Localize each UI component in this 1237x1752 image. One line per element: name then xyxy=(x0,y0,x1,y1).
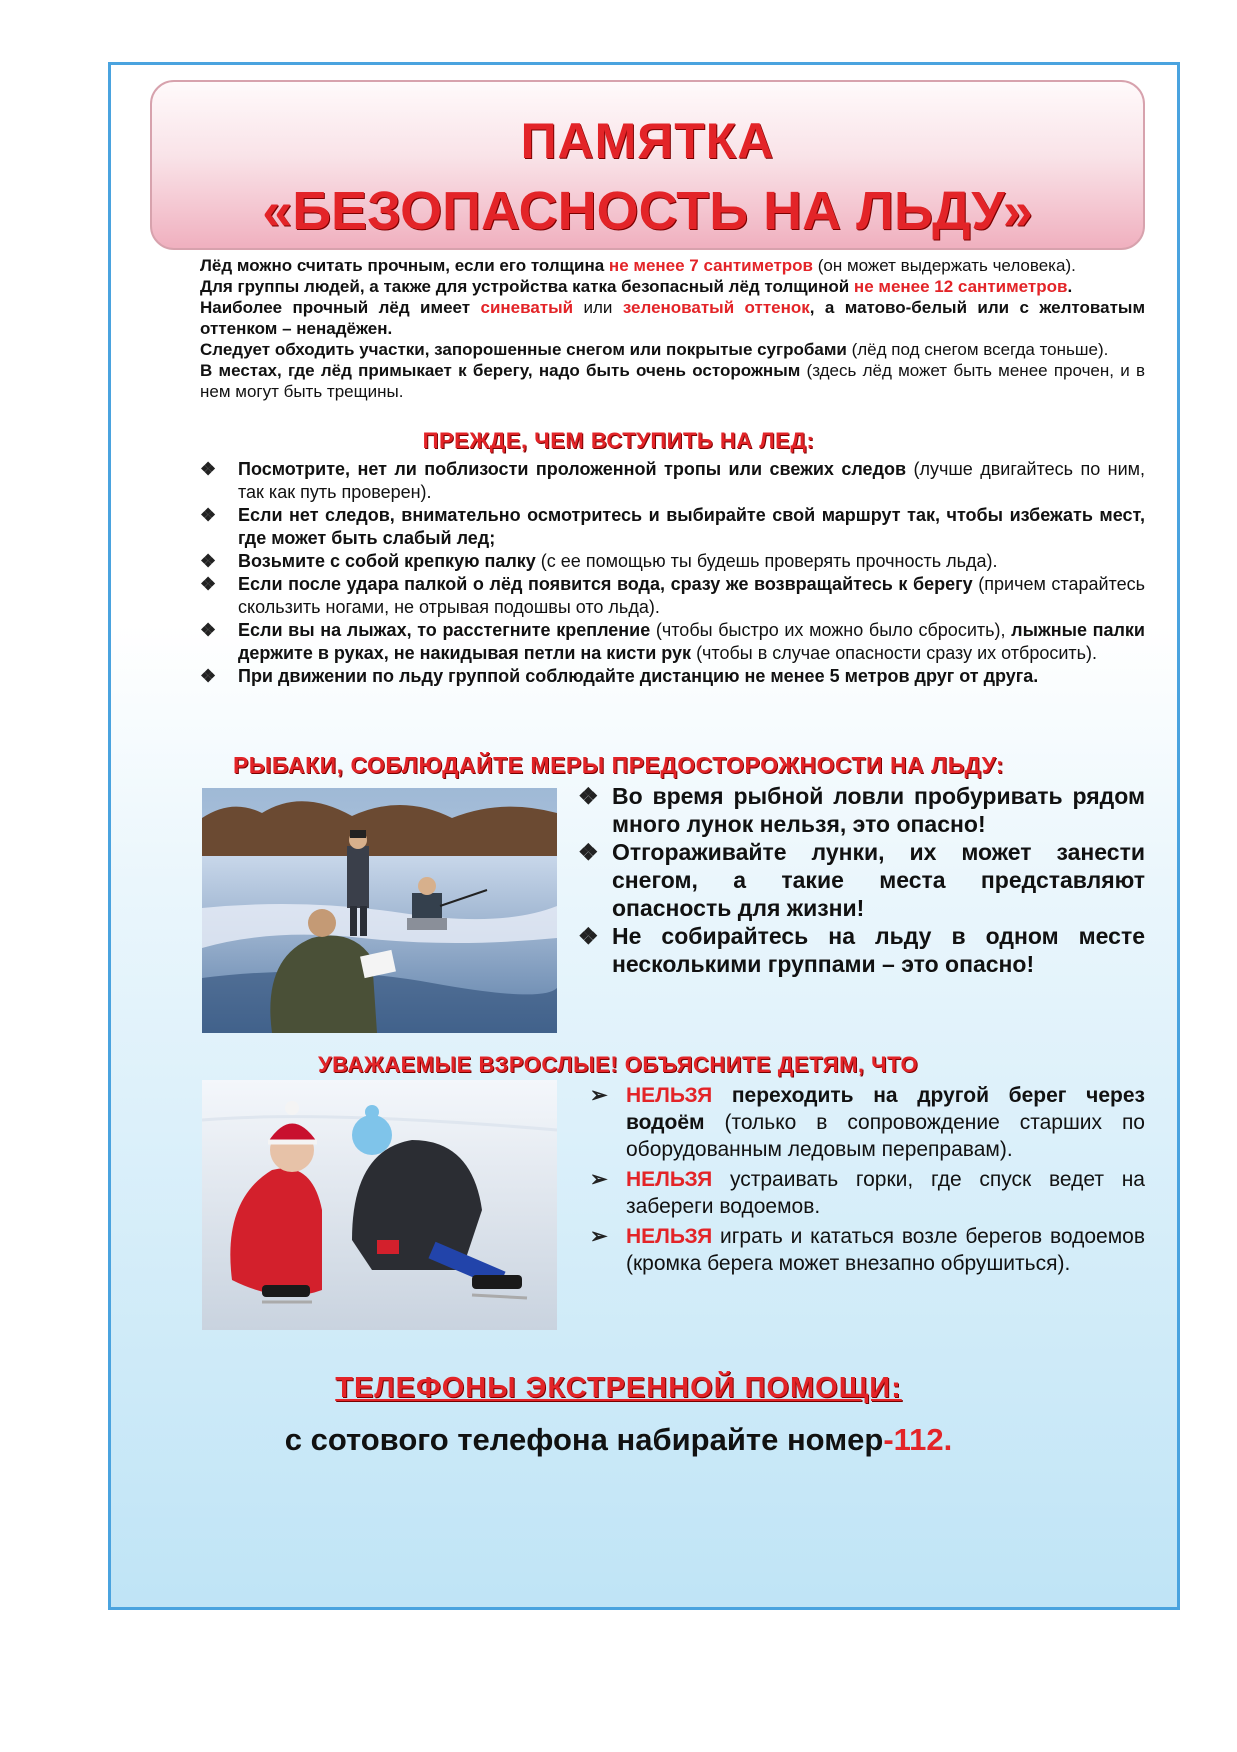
list-item xyxy=(578,838,1145,922)
list-item xyxy=(200,573,1145,619)
intro-paragraph-1 xyxy=(200,255,1145,276)
adults-heading: УВАЖАЕМЫЕ ВЗРОСЛЫЕ! ОБЪЯСНИТЕ ДЕТЯМ, ЧТО xyxy=(318,1052,919,1077)
intro-p3-end: , а матово-белый или с желтоватым оттенком – ненадёжен. xyxy=(200,298,1146,338)
children-photo xyxy=(202,1080,557,1330)
diamond-bullet-icon: ❖ xyxy=(200,620,217,640)
intro-paragraph-5 xyxy=(200,360,1145,402)
list-item-bold: Если нет следов, внимательно осмотритесь и выбирайте свой маршрут так, чтобы избежать мест, где может быть слабый лед; xyxy=(238,505,1145,548)
emergency-heading: ТЕЛЕФОНЫ ЭКСТРЕННОЙ ПОМОЩИ: xyxy=(335,1372,902,1404)
intro-p1-text: Лёд можно считать прочным, если его толщина xyxy=(200,256,609,275)
forbidden-label: НЕЛЬЗЯ xyxy=(626,1084,713,1107)
list-item xyxy=(578,922,1145,978)
intro-p2-highlight: не менее 12 сантиметров xyxy=(853,277,1068,296)
intro-p3-text: Наиболее прочный лёд имеет xyxy=(200,298,481,317)
intro-p5-text: В местах, где лёд примыкает к берегу, надо быть очень осторожным xyxy=(200,361,801,380)
list-item xyxy=(590,1082,1145,1163)
list-item-text: Во время рыбной ловли пробуривать рядом много лунок нельзя, это опасно! xyxy=(612,783,1145,837)
list-item xyxy=(200,665,1145,688)
diamond-bullet-icon: ❖ xyxy=(200,574,217,594)
intro-p1-highlight: не менее 7 сантиметров xyxy=(608,256,813,275)
emergency-line xyxy=(0,1422,1237,1458)
intro-p2-text: Для группы людей, а также для устройства катка безопасный лёд толщиной xyxy=(200,277,854,296)
before-ice-heading: ПРЕЖДЕ, ЧЕМ ВСТУПИТЬ НА ЛЕД: xyxy=(422,428,815,453)
forbidden-label: НЕЛЬЗЯ xyxy=(626,1225,713,1248)
intro-p4-text: Следует обходить участки, запорошенные снегом или покрытые сугробами xyxy=(200,340,847,359)
fishermen-photo xyxy=(202,788,557,1033)
intro-p3-or: или xyxy=(573,298,623,317)
fishers-heading: РЫБАКИ, СОБЛЮДАЙТЕ МЕРЫ ПРЕДОСТОРОЖНОСТИ НА ЛЬДУ: xyxy=(232,752,1005,778)
list-item xyxy=(200,619,1145,665)
list-item-note: (только в сопровождение старших по оборудованным ледовым переправам). xyxy=(626,1111,1145,1161)
list-item xyxy=(578,782,1145,838)
intro-p4-note: (лёд под снегом всегда тоньше). xyxy=(846,340,1109,359)
forbidden-label: НЕЛЬЗЯ xyxy=(626,1168,713,1191)
emergency-text: с сотового телефона набирайте номер xyxy=(284,1422,884,1457)
intro-p3-highlight-1: синеватый xyxy=(480,298,574,317)
list-item-note-2: (чтобы в случае опасности сразу их отбросить). xyxy=(691,643,1098,663)
list-item-note: (с ее помощью ты будешь проверять прочность льда). xyxy=(535,551,998,571)
diamond-bullet-icon: ❖ xyxy=(578,783,599,809)
diamond-bullet-icon: ❖ xyxy=(200,459,217,479)
diamond-bullet-icon: ❖ xyxy=(200,505,217,525)
intro-p5-note: (здесь лёд может быть менее прочен, и в нем могут быть трещины. xyxy=(200,361,1145,401)
list-item-bold: переходить на другой берег через водоём xyxy=(626,1084,1145,1134)
intro-text xyxy=(200,255,1145,402)
list-item-note: играть и кататься возле берегов водоемов (кромка берега может внезапно обрушиться). xyxy=(626,1225,1145,1275)
list-item-bold: При движении по льду группой соблюдайте дистанцию не менее 5 метров друг от друга. xyxy=(238,666,1039,686)
list-item-text: Не собирайтесь на льду в одном месте несколькими группами – это опасно! xyxy=(612,923,1145,977)
diamond-bullet-icon: ❖ xyxy=(200,666,217,686)
fishers-list xyxy=(578,782,1145,978)
arrow-bullet-icon: ➢ xyxy=(590,1168,608,1191)
intro-p3-highlight-2: зеленоватый оттенок xyxy=(622,298,810,317)
arrow-bullet-icon: ➢ xyxy=(590,1225,608,1248)
list-item-bold: Если после удара палкой о лёд появится вода, сразу же возвращайтесь к берегу xyxy=(238,574,973,594)
children-illustration xyxy=(202,1080,557,1330)
list-item xyxy=(590,1166,1145,1220)
before-ice-list xyxy=(200,458,1145,688)
intro-paragraph-2 xyxy=(200,276,1145,297)
list-item-bold-2: лыжные палки держите в руках, не накидывая петли на кисти рук xyxy=(238,620,1145,663)
title-line-1: ПАМЯТКА xyxy=(520,113,775,169)
diamond-bullet-icon: ❖ xyxy=(578,839,599,865)
list-item xyxy=(200,550,1145,573)
list-item-note: (причем старайтесь скользить ногами, не отрывая подошвы ото льда). xyxy=(238,574,1145,617)
adults-list xyxy=(590,1082,1145,1280)
list-item-bold: Возьмите с собой крепкую палку xyxy=(238,551,536,571)
list-item xyxy=(200,458,1145,504)
intro-paragraph-4 xyxy=(200,339,1145,360)
arrow-bullet-icon: ➢ xyxy=(590,1084,608,1107)
intro-p1-note: (он может выдержать человека). xyxy=(813,256,1076,275)
list-item xyxy=(200,504,1145,550)
list-item-bold: Посмотрите, нет ли поблизости проложенной тропы или свежих следов xyxy=(238,459,907,479)
list-item-note: устраивать горки, где спуск ведет на забереги водоемов. xyxy=(626,1168,1145,1218)
fishermen-illustration xyxy=(202,788,557,1033)
list-item-bold: Если вы на лыжах, то расстегните крепление xyxy=(238,620,651,640)
emergency-number: -112. xyxy=(883,1422,953,1457)
title-line-2: «БЕЗОПАСНОСТЬ НА ЛЬДУ» xyxy=(262,181,1033,241)
list-item-note: (лучше двигайтесь по ним, так как путь проверен). xyxy=(238,459,1146,502)
list-item-note: (чтобы быстро их можно было сбросить), xyxy=(650,620,1012,640)
diamond-bullet-icon: ❖ xyxy=(200,551,217,571)
title-banner xyxy=(150,80,1145,250)
list-item xyxy=(590,1223,1145,1277)
list-item-text: Отгораживайте лунки, их может занести снегом, а такие места представляют опасность для жизни! xyxy=(612,839,1145,921)
intro-p2-end: . xyxy=(1067,277,1073,296)
diamond-bullet-icon: ❖ xyxy=(578,923,599,949)
intro-paragraph-3 xyxy=(200,297,1145,339)
